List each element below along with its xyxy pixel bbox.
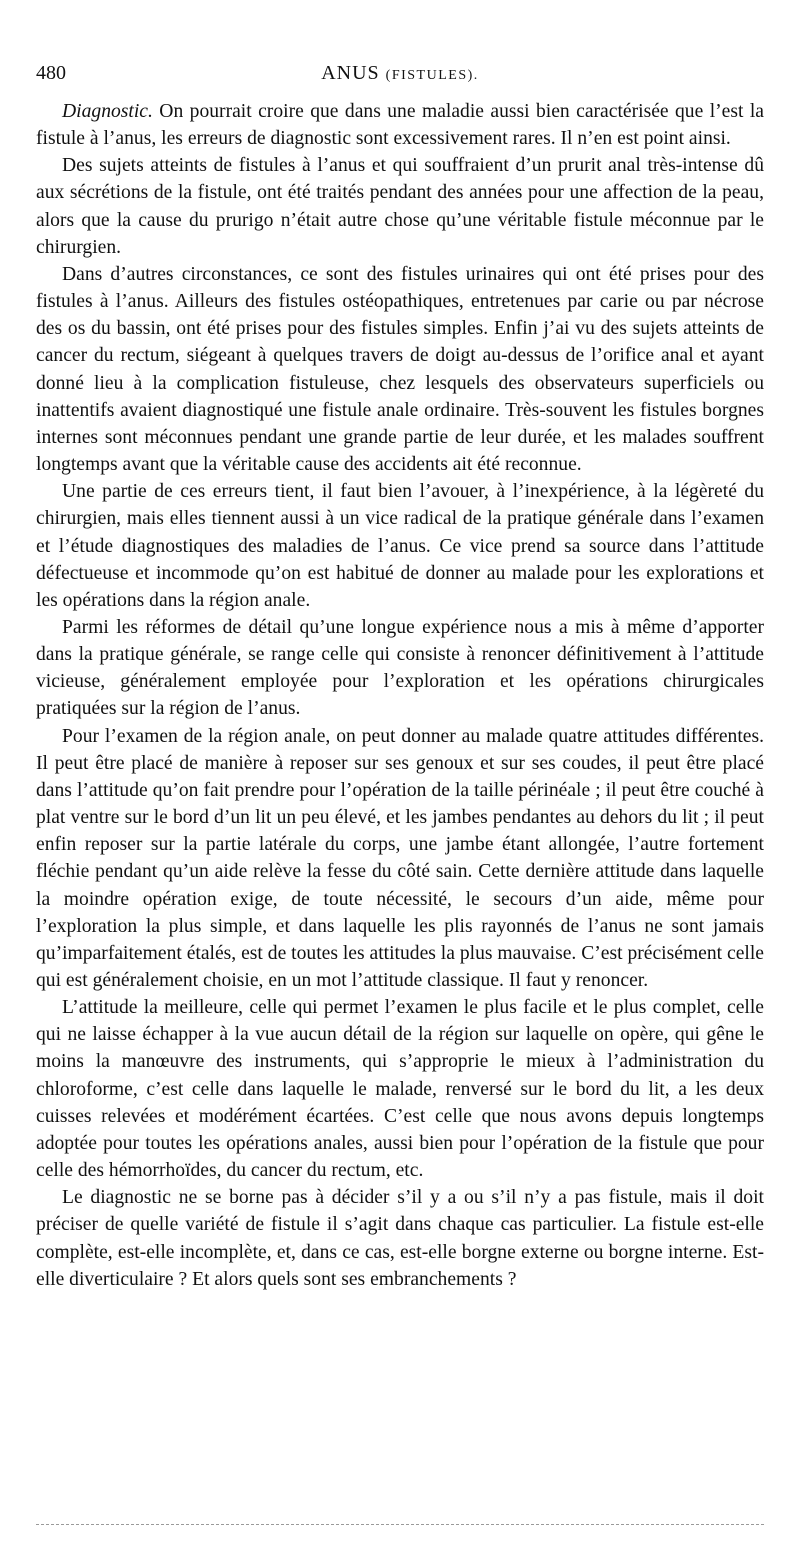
body-text: [36, 98, 764, 1293]
page-number: 480: [36, 62, 66, 84]
paragraph-text: Pour l’examen de la région anale, on peut donner au malade quatre attitudes différentes. Il peut être placé de manière à reposer sur ses genoux et sur ses coudes, il peut être placé dans l’attitude qu’on fait prendre pour l’opération de la taille périnéale ; il peut être couché à plat ventre sur le bord d’un lit un peu élevé, et les jambes pendantes au dehors du lit ; il peut enfin reposer sur la partie latérale du corps, une jambe étant allongée, l’autre fortement fléchie pendant qu’un aide relève la fesse du côté sain. Cette dernière attitude dans laquelle la moindre opération exige, de toute nécessité, le secours d’un aide, même pour l’exploration la plus simple, et dans laquelle les plis rayonnés de l’anus ne sont jamais qu’imparfaitement étalés, est de toutes les attitudes la plus mauvaise. C’est précisément celle qui est généralement choisie, en un mot l’attitude classique. Il faut y renoncer.: [36, 725, 764, 991]
paragraph-5: [36, 614, 764, 723]
paragraph-text: Parmi les réformes de détail qu’une longue expérience nous a mis à même d’apporter dans la pratique générale, se range celle qui consiste à renoncer définitivement à l’attitude vicieuse, généralement employée pour l’exploration et les opérations chirurgicales pratiquées sur la région de l’anus.: [36, 616, 764, 720]
running-header: [36, 62, 764, 92]
paragraph-8: [36, 1184, 764, 1293]
paragraph-text: Des sujets atteints de fistules à l’anus et qui souffraient d’un prurit anal très-intense dû aux sécrétions de la fistule, ont été traités pendant des années pour une affection de la peau, alors que la cause du prurigo n’était autre chose qu’une véritable fistule méconnue par le chirurgien.: [36, 155, 764, 258]
paragraph-text: Le diagnostic ne se borne pas à décider s’il y a ou s’il n’y a pas fistule, mais il doit préciser de quelle variété de fistule il s’agit dans chaque cas particulier. La fistule est-elle complète, est-elle incomplète, et, dans ce cas, est-elle borgne externe ou borgne interne. Est-elle diverticulaire ? Et alors quels sont ses embranchements ?: [36, 1187, 764, 1290]
paragraph-2: [36, 152, 764, 261]
paragraph-7: [36, 994, 764, 1184]
paragraph-4: [36, 478, 764, 614]
paragraph-text: L’attitude la meilleure, celle qui permet l’examen le plus facile et le plus complet, celle qui ne laisse échapper à la vue aucun détail de la région sur laquelle on opère, qui gêne le moins la manœuvre des instruments, qui s’approprie le mieux à l’administration du chloroforme, c’est celle dans laquelle le malade, renversé sur le bord du lit, a les deux cuisses relevées et modérément écartées. C’est celle que nous avons depuis longtemps adoptée pour toutes les opérations anales, aussi bien pour l’opération de la fistule que pour celle des hémorrhoïdes, du cancer du rectum, etc.: [36, 997, 764, 1182]
paragraph-3: [36, 261, 764, 478]
running-title-subtitle: (FISTULES).: [385, 68, 479, 83]
paragraph-text: On pourrait croire que dans une maladie aussi bien caractérisée que l’est la fistule à l’anus, les erreurs de diagnostic sont excessivement rares. Il n’en est point ainsi.: [36, 101, 764, 150]
running-title-main: ANUS: [321, 62, 380, 84]
running-title: [36, 62, 764, 85]
paragraph-6: [36, 723, 764, 995]
paragraph-lead: Diagnostic.: [62, 101, 153, 122]
footer-rule: [36, 1524, 764, 1525]
paragraph-text: Une partie de ces erreurs tient, il faut bien l’avouer, à l’inexpérience, à la légèreté du chirurgien, mais elles tiennent aussi à un vice radical de la pratique générale dans l’examen et l’étude diagnostiques des maladies de l’anus. Ce vice prend sa source dans l’attitude défectueuse et incommode qu’on est habitué de donner au malade pour les explorations et les opérations dans la région anale.: [36, 481, 764, 611]
paragraph-1: [36, 98, 764, 152]
paragraph-text: Dans d’autres circonstances, ce sont des fistules urinaires qui ont été prises pour des fistules à l’anus. Ailleurs des fistules ostéopathiques, entretenues par carie ou par nécrose des os du bassin, ont été prises pour des fistules simples. Enfin j’ai vu des sujets atteints de cancer du rectum, siégeant à quelques travers de doigt au-dessus de l’orifice anal et ayant donné lieu à la complication fistuleuse, chez lesquels des observateurs superficiels ou inattentifs avaient diagnostiqué une fistule anale ordinaire. Très-souvent les fistules borgnes internes sont méconnues pendant une grande partie de leur durée, et les malades souffrent longtemps avant que la véritable cause des accidents ait été reconnue.: [36, 263, 764, 476]
